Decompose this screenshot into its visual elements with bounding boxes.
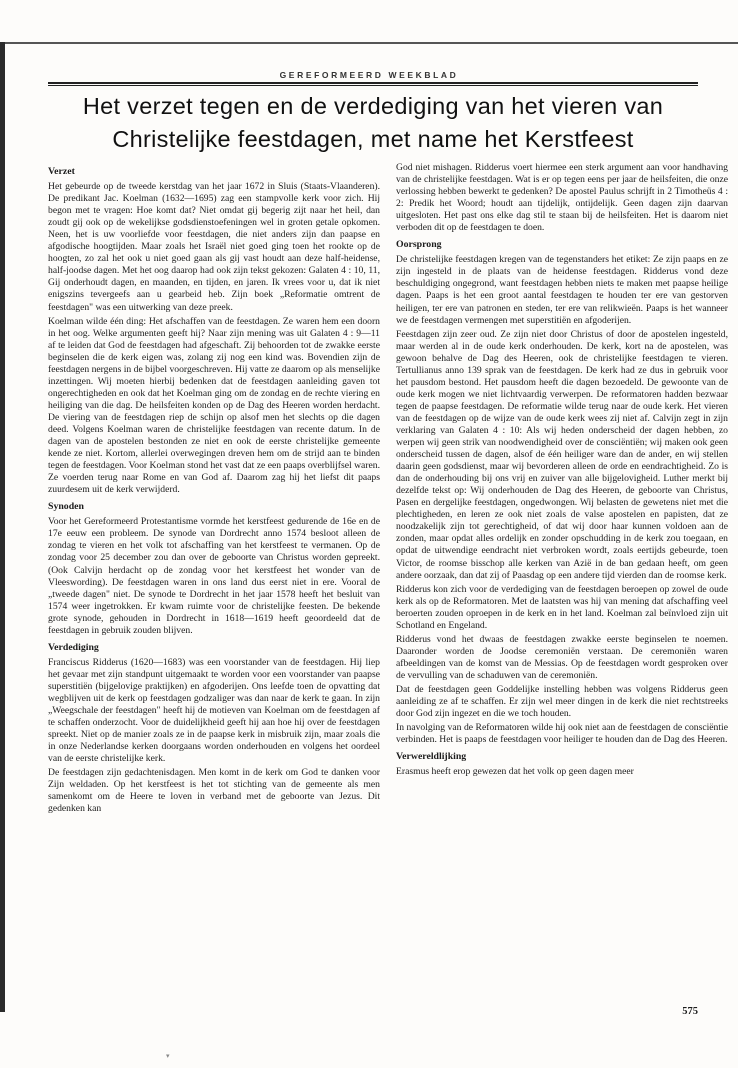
section-heading: Verwereldlijking	[396, 751, 467, 763]
section-heading: Verdediging	[48, 641, 99, 653]
article-title	[40, 90, 706, 156]
body-paragraph: Koelman wilde één ding: Het afschaffen van de feestdagen. Ze waren hem een doorn in het oog. Welke argumenten geeft hij? Naar zijn mening was uit Galaten 4 : 9—11 af te leiden dat God de feestdagen had afgeschaft. Zij behoorden tot de zwakke eerste beginselen die de kerk eigen was, zolang zij nog een kind was. Bovendien zijn de feestdagen nergens in de bijbel voorgeschreven. Hij vatte ze daarom op als menselijke inzettingen. Wij moeten hierbij bedenken dat de feestdagen aanleiding gaven tot ongerechtigheden en ook dat het Koelman ging om de zondag en de rechte viering en heiliging van die dag. De heilsfeiten konden op de Dag des Heeren worden herdacht. De viering van de feestdagen riep de schijn op alsof men het slechts op die dagen deed. Volgens Koelman waren de christelijke feestdagen van recente datum. In de dagen van de apostelen bestonden ze niet en ook de eerste christelijke gemeente kende ze niet. Kortom, allerlei overwegingen dreven hem om de strijd aan te binden tegen de feestdagen. Voor Koelman stond het vast dat ze een paaps overblijfsel waren. Ze voerden terug naar Rome en van God af. Daarom zag hij het liefst dit paaps zuurdesem uit de kerk verwijderd.	[48, 315, 380, 496]
body-paragraph: Dat de feestdagen geen Goddelijke instelling hebben was volgens Ridderus geen aanleiding ze af te schaffen. Er zijn wel meer dingen in de kerk die niet rechtstreeks door God zijn ingezet en die we toch houden.	[396, 683, 728, 720]
section-heading: Synoden	[48, 501, 84, 513]
scan-mark: ▾	[166, 1052, 170, 1060]
title-line-2: Christelijke feestdagen, met name het Kerstfeest	[112, 126, 634, 152]
running-header: GEREFORMEERD WEEKBLAD	[279, 70, 459, 80]
page-top-edge	[0, 42, 738, 44]
body-paragraph: Voor het Gereformeerd Protestantisme vormde het kerstfeest gedurende de 16e en de 17e eeuw een probleem. De synode van Dordrecht anno 1574 besloot alleen de zondag te vieren en het volk tot afschaffing van het kerstfeest te vermanen. Op de zondag voor 25 december zou dan over de geboorte van Christus worden gepreekt. (Ook Calvijn herdacht op de zondag voor het kerstfeest het wonder van de Vleeswording). De feestdagen waren in ons land dus eerst niet in ere. Vooral de „tweede dagen" niet. De synode te Dordrecht in het jaar 1578 heeft het besluit van 1574 weer ingetrokken. Er kwam ruimte voor de christelijke feesten. De bekende grote synode, gehouden in Dordrecht in 1618—1619 heeft geoordeeld dat de feestdagen in gebruik zouden blijven.	[48, 516, 380, 636]
section-heading: Verzet	[48, 166, 75, 177]
right-column	[396, 162, 728, 780]
body-paragraph: Ridderus vond het dwaas de feestdagen zwakke eerste beginselen te noemen. Daaronder worden de Joodse ceremoniën verstaan. De ceremoniën waren afbeeldingen van de komst van de Messias. Op de feestdagen wordt gesproken over de vervulling van de schaduwen van de ceremoniën.	[396, 633, 728, 681]
page-left-edge	[0, 42, 5, 1012]
body-paragraph: Franciscus Ridderus (1620—1683) was een voorstander van de feestdagen. Hij liep het gevaar met zijn standpunt uitgemaakt te worden voor een voorstander van paapse superstitiën (bijgelovige praktijken) en afgoderijen. Ons leefde toen de opvatting dat wegblijven uit de kerk op feestdagen godzaliger was dan naar de kerk te gaan. In zijn „Weegschale der feestdagen" heeft hij de motieven van Koelman om de feestdagen af te schaffen onderzocht. Voor de duidelijkheid geeft hij aan hoe hij over de feestdagen spreekt. Niet op de manier zoals ze in de paapse kerk in misbruik zijn, maar zoals die in onze Nederlandse kerken doorgaans worden onderhouden en volgens het oordeel van de eerste christelijke kerk.	[48, 656, 380, 765]
page-number: 575	[682, 1006, 698, 1017]
left-column	[48, 166, 380, 817]
body-paragraph: Erasmus heeft erop gewezen dat het volk op geen dagen meer	[396, 766, 634, 778]
body-paragraph: Ridderus kon zich voor de verdediging van de feestdagen beroepen op zowel de oude kerk als op de Reformatoren. Met de laatsten was hij van mening dat afschaffing veel beroerten zouden oproepen in de kerk en in het land. Koelman zal beïnvloed zijn uit Schotland en Engeland.	[396, 583, 728, 631]
body-paragraph: Feestdagen zijn zeer oud. Ze zijn niet door Christus of door de apostelen ingesteld, maar werden al in de oude kerk onderhouden. De kerk, kort na de apostelen, was gewoon behalve de Dag des Heeren, ook de christelijke feestdagen te vieren. Tertullianus anno 139 sprak van de feestdagen. De kerk had ze dus in gebruik voor het pausdom bestond. Het pausdom heeft die dagen bezoedeld. De gewoonte van de oude kerk mogen we niet lichtvaardig verwerpen. De reformatoren hadden bezwaar tegen de paapse feestdagen. De reformatie wilde terug naar de oude kerk. Het vieren van de feestdagen op de wijze van de oude kerk wees zij niet af. Calvijn zegt in zijn verklaring van Galaten 4 : 10: Als wij heden onderscheid der dagen hebben, zo werpen wij geen strik van noodwendigheid over de consciëntiën; wij maken ook geen onderscheid tussen de dagen, alsof de één heiliger ware dan de ander, en wij stellen daarin geen godsdienst, maar wij bevorderen alleen de orde en eendrachtigheid. Zo is dan de onderhouding bij ons vrij en zuiver van alle bijgelovigheid. Luther merkt bij dezelfde tekst op: Wij onderhouden de Dag des Heeren, de geboorte van Christus, Pasen en dergelijke feestdagen, ongedwongen. Wij belasten de gewetens niet met die plechtigheden, en leren ze ook niet zoals de valse apostelen en papisten, dat ze noodzakelijk zijn tot gerechtigheid, of dat wij door haar kunnen voldoen aan de zonden, maar opdat alles ordelijk en zonder opschudding in de kerk zou toegaan, en opdat de uitwendige eendracht niet verbroken wordt, zoals eertijds gebeurde, toen Victor, de roomse bisschop alle kerken van Azië in de ban gedaan heeft, om geen andere oorzaak, dan dat zij of Paasdag op een andere tijd vierden dan de roomse kerk.	[396, 328, 728, 581]
header-rule-thin	[48, 85, 698, 86]
title-line-1: Het verzet tegen en de verdediging van het vieren van	[82, 93, 664, 119]
body-paragraph: In navolging van de Reformatoren wilde hij ook niet aan de feestdagen de consciëntie verbinden. Het is paaps de feestdagen voor heiliger te houden dan de Dag des Heeren.	[396, 722, 728, 746]
header-rule	[48, 82, 698, 84]
body-paragraph: De christelijke feestdagen kregen van de tegenstanders het etiket: Ze zijn paaps en ze zijn ingesteld in de plaats van de heidense feestdagen. Ridderus vond deze beschuldiging ongegrond, want feestdagen hebben niets te maken met paapse heilige dagen. Paaps is het een groot aantal feestdagen te houden ter ere van gestorven heiligen, ter ere van patronen en steden, ter ere van relikwieën. Paaps is het wanneer we de feestdagen vermengen met superstitiën en afgoderijen.	[396, 254, 728, 326]
body-paragraph: Het gebeurde op de tweede kerstdag van het jaar 1672 in Sluis (Staats-Vlaanderen). De predikant Jac. Koelman (1632—1695) zag een stampvolle kerk voor zich. Hij begon met te vragen: Hoe komt dat? Niet omdat gij begerig zijt naar het heil, dan zoudt gij ook op de wekelijkse godsdienstoefeningen wel in groten getale opkomen. Neen, het is uw voorliefde voor feestdagen, die niet anders zijn dan paapse en afgodische hoogtijden. Maar zoals het Israël niet goed ging toen het rookte op de hoogten, zo zal het ook u niet goed gaan als gij vast houdt aan deze half-heidense, half-joodse dagen. Met het oog daarop had ook zijn tekst gekozen: Galaten 4 : 10, 11, Gij onderhoudt dagen, en maanden, en tijden, en jaren. Ik vrees voor u, dat ik niet enigszins tevergeefs aan u gearbeid heb. Zijn boek „Reformatie omtrent de feestdagen" was een uitwerking van deze preek.	[48, 181, 380, 313]
section-heading: Oorsprong	[396, 239, 442, 251]
body-paragraph: God niet mishagen. Ridderus voert hiermee een sterk argument aan voor handhaving van de christelijke feestdagen. Wat is er op tegen eens per jaar de heilsfeiten, die onze verlossing hebben bewerkt te gedenken? De apostel Paulus schrijft in 2 Timotheüs 4 : 2: Predik het Woord; houdt aan tijdelijk, ontijdelijk. Geen dagen zijn daarvan uitgesloten. Het past ons elke dag stil te staan bij de heilsfeiten. Het is daarom niet verboden dit op de feestdagen te doen.	[396, 162, 728, 234]
body-paragraph: De feestdagen zijn gedachtenisdagen. Men komt in de kerk om God te danken voor Zijn weldaden. Op het kerstfeest is het tot stichting van de gemeente als men samenkomt om de Heere te loven in verband met de geboorte van Jezus. Dit gedenken kan	[48, 767, 380, 815]
